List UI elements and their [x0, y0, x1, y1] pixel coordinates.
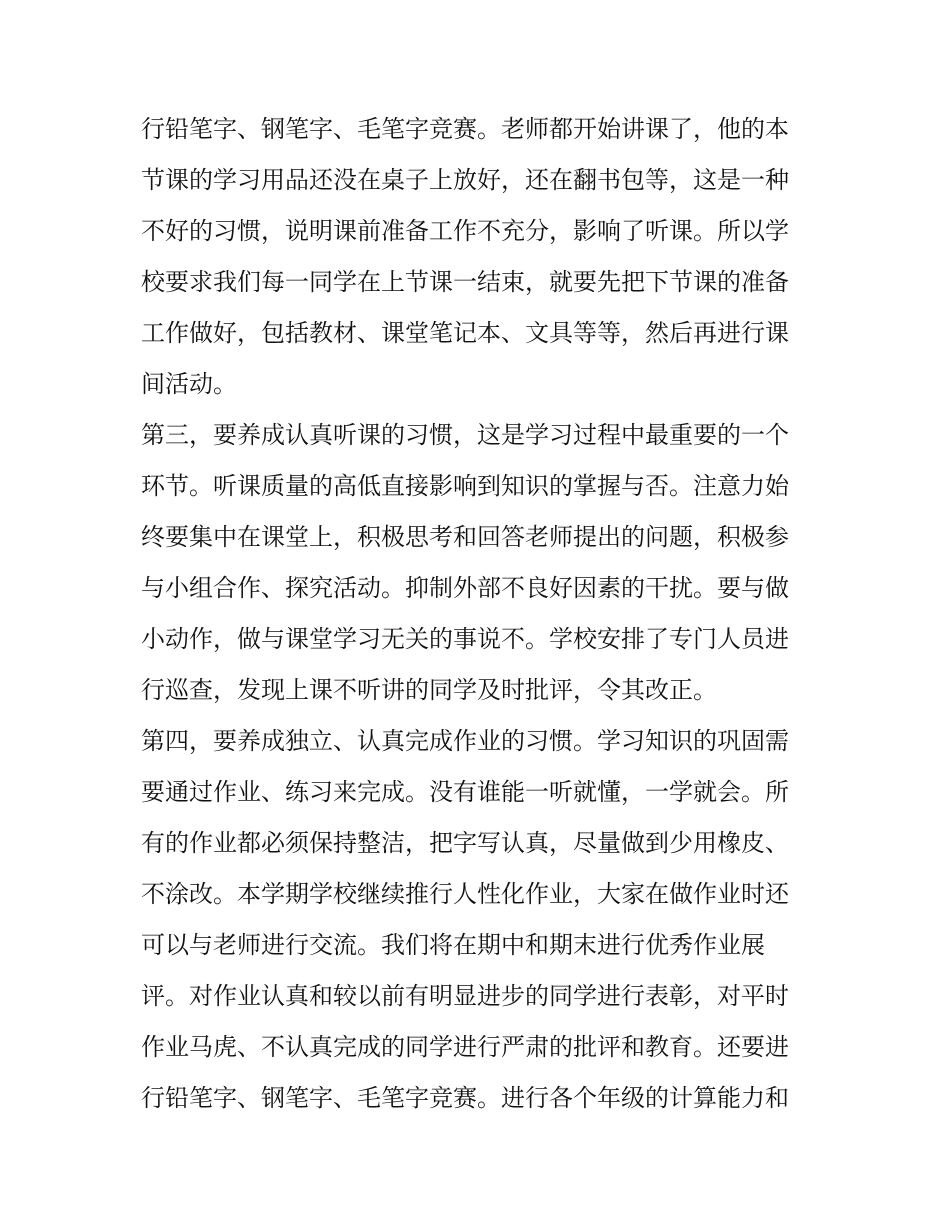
- text-line: 不涂改。本学期学校继续推行人性化作业，大家在做作业时还: [141, 880, 789, 908]
- text-line: 节课的学习用品还没在桌子上放好，还在翻书包等，这是一种: [141, 166, 789, 194]
- text-line: 校要求我们每一同学在上节课一结束，就要先把下节课的准备: [141, 268, 789, 296]
- text-line: 评。对作业认真和较以前有明显进步的同学进行表彰，对平时: [141, 982, 789, 1010]
- text-line: 与小组合作、探究活动。抑制外部不良好因素的干扰。要与做: [141, 574, 789, 602]
- text-line: 第三，要养成认真听课的习惯，这是学习过程中最重要的一个: [141, 421, 789, 449]
- text-line: 行铅笔字、钢笔字、毛笔字竞赛。老师都开始讲课了，他的本: [141, 115, 789, 143]
- text-line: 行巡查，发现上课不听讲的同学及时批评，令其改正。: [141, 676, 717, 704]
- text-line: 可以与老师进行交流。我们将在期中和期末进行优秀作业展: [141, 931, 765, 959]
- text-line: 不好的习惯，说明课前准备工作不充分，影响了听课。所以学: [141, 217, 789, 245]
- text-line: 有的作业都必须保持整洁，把字写认真，尽量做到少用橡皮、: [141, 829, 789, 857]
- text-line: 环节。听课质量的高低直接影响到知识的掌握与否。注意力始: [141, 472, 789, 500]
- text-line: 第四，要养成独立、认真完成作业的习惯。学习知识的巩固需: [141, 727, 789, 755]
- text-line: 要通过作业、练习来完成。没有谁能一听就懂，一学就会。所: [141, 778, 789, 806]
- text-line: 作业马虎、不认真完成的同学进行严肃的批评和教育。还要进: [141, 1033, 789, 1061]
- text-line: 小动作，做与课堂学习无关的事说不。学校安排了专门人员进: [141, 625, 789, 653]
- text-line: 工作做好，包括教材、课堂笔记本、文具等等，然后再进行课: [141, 319, 789, 347]
- body-text: [141, 104, 821, 1124]
- text-line: 行铅笔字、钢笔字、毛笔字竞赛。进行各个年级的计算能力和: [141, 1084, 789, 1112]
- text-line: 间活动。: [141, 370, 237, 398]
- text-line: 终要集中在课堂上，积极思考和回答老师提出的问题，积极参: [141, 523, 789, 551]
